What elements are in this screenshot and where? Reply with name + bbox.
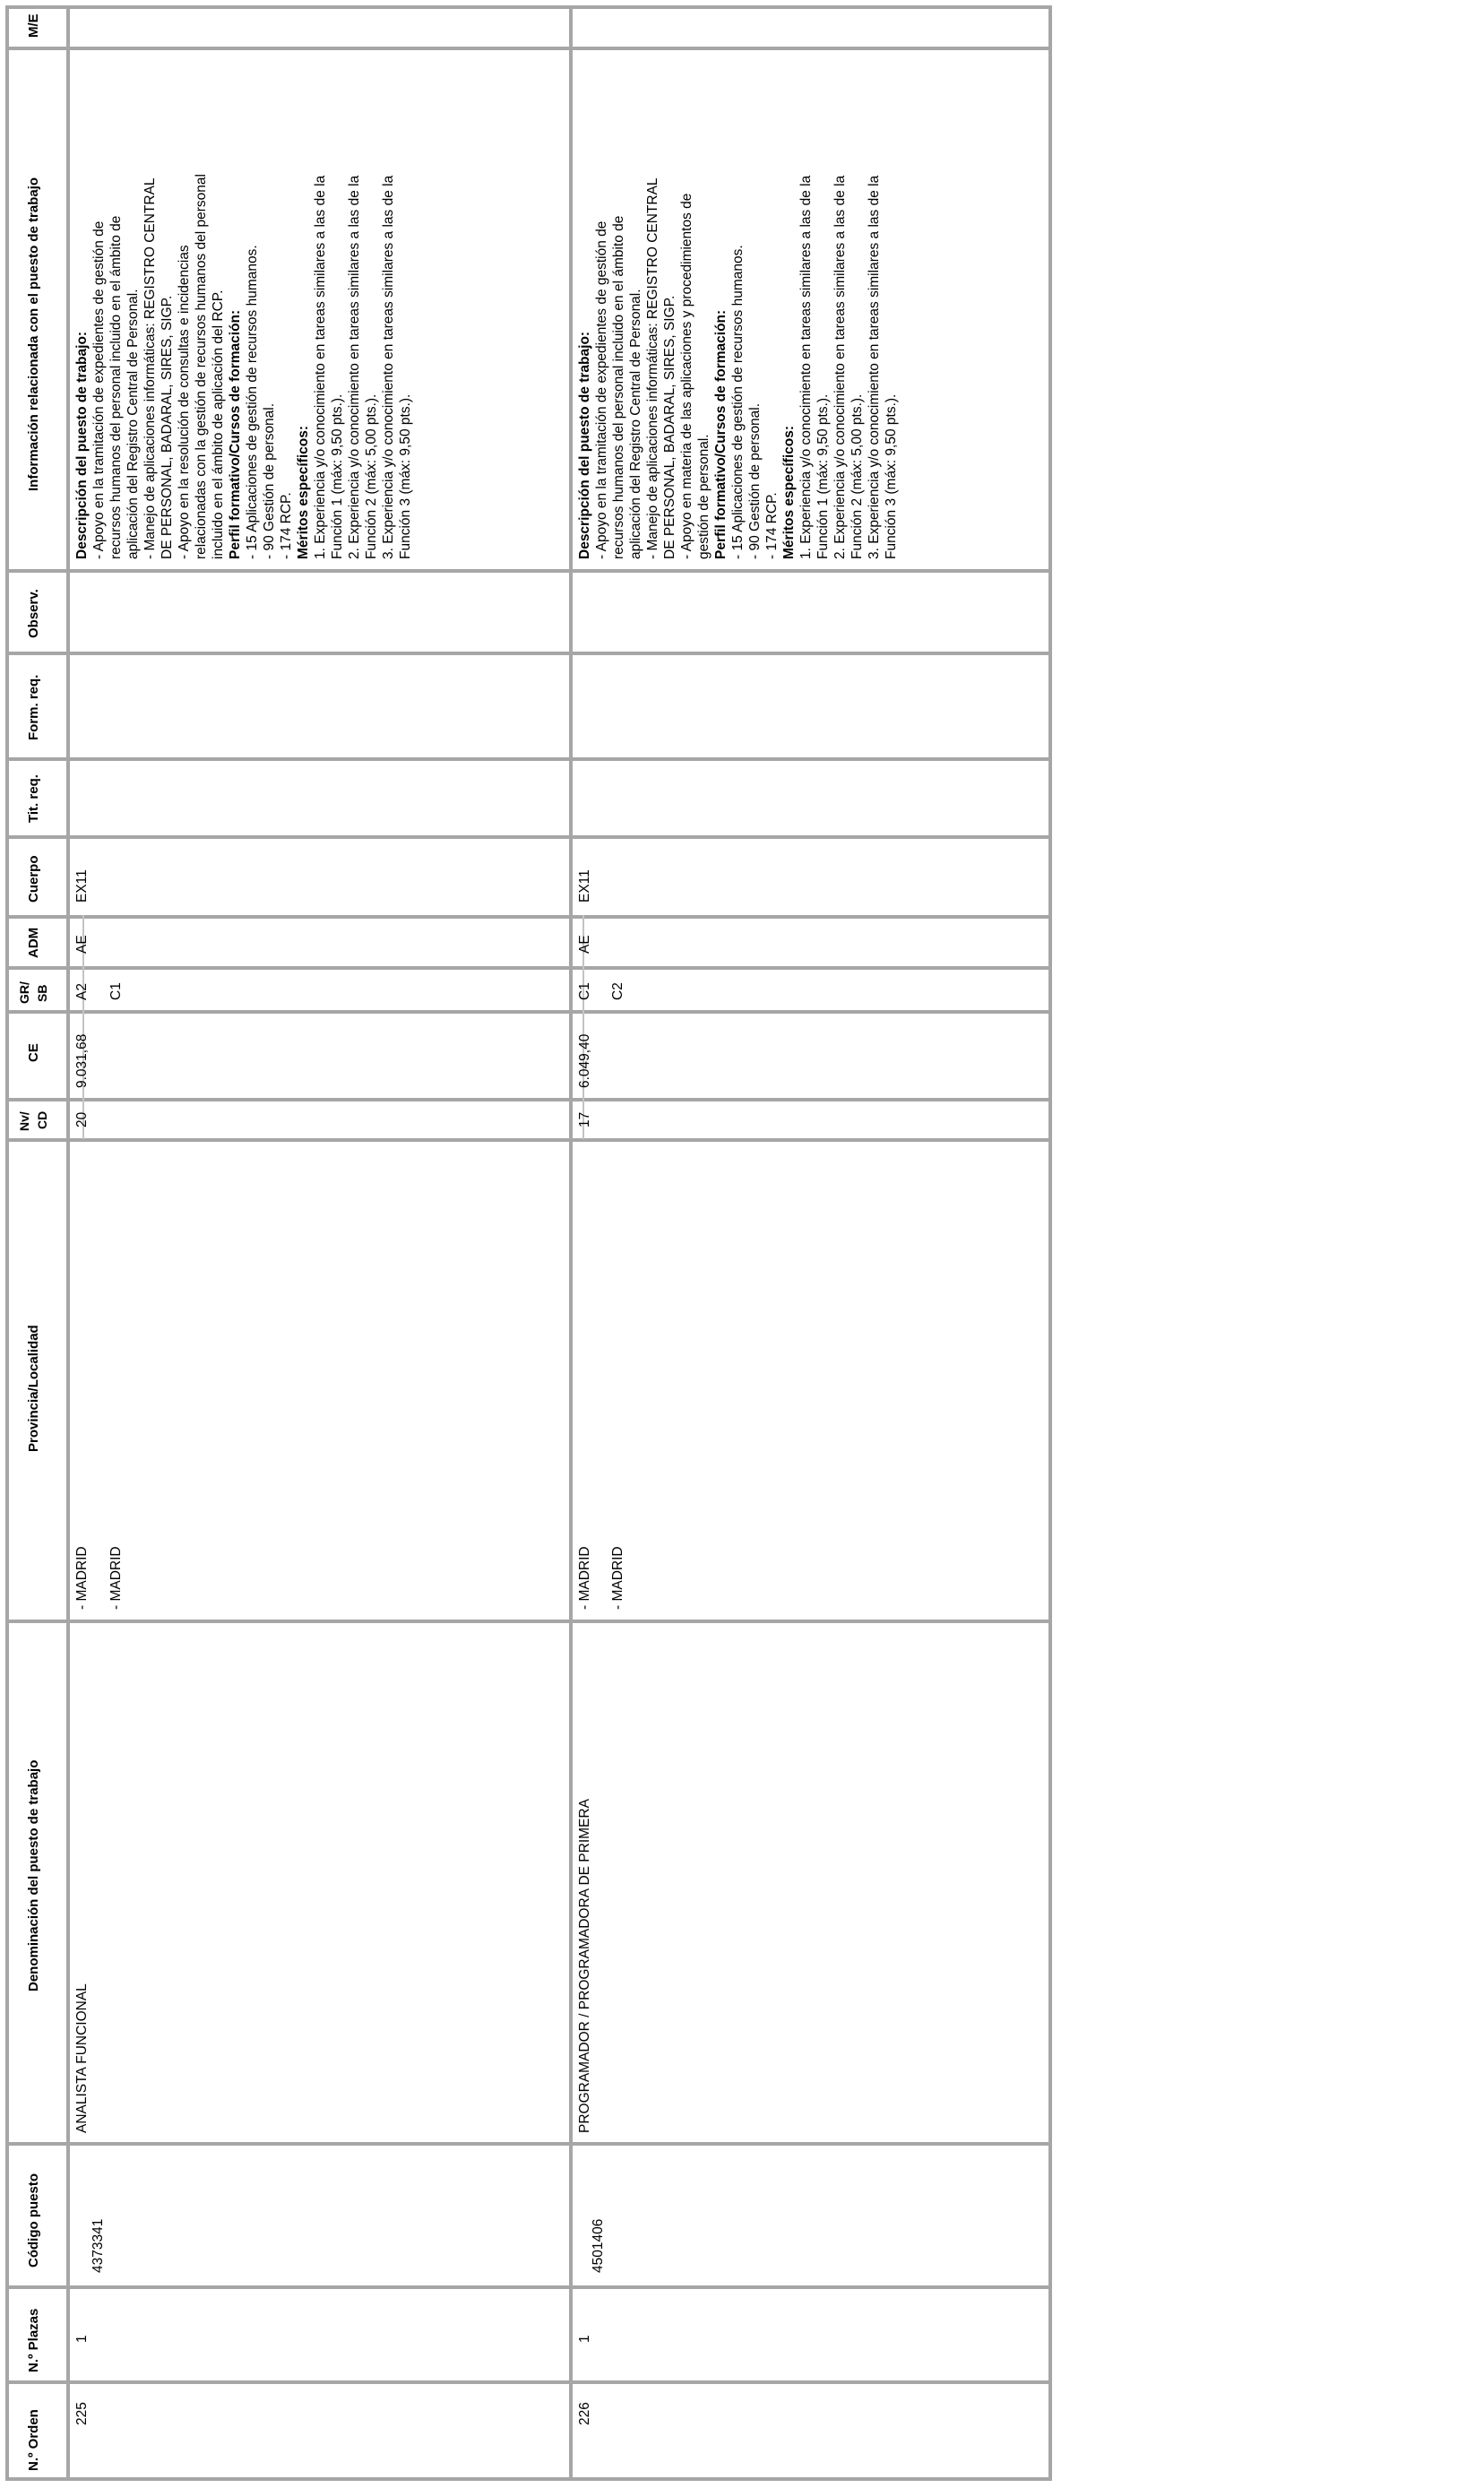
info-line: gestión de personal. xyxy=(696,434,712,559)
info-line: 3. Experiencia y/o conocimiento en tareas similares a las de la xyxy=(867,175,882,559)
info-line: - 90 Gestión de personal. xyxy=(262,402,277,559)
info-line: - 174 RCP. xyxy=(279,492,294,559)
cell-grupo-2: C1 xyxy=(108,982,124,1000)
info-block xyxy=(576,176,900,559)
cell-cuerpo: EX11 xyxy=(577,869,592,903)
info-meritos-title: Méritos específicos: xyxy=(296,425,311,559)
cell-provincia-2: - MADRID xyxy=(108,1546,124,1610)
info-line: 1. Experiencia y/o conocimiento en tareas similares a las de la xyxy=(798,175,814,559)
info-line: Función 1 (máx: 9,50 pts.). xyxy=(330,393,345,559)
header-denominacion: Denominación del puesto de trabajo xyxy=(26,1759,41,1991)
cell-plazas: 1 xyxy=(577,2335,592,2343)
info-line: Función 1 (máx: 9,50 pts.). xyxy=(815,393,831,559)
cell-cuerpo: EX11 xyxy=(74,869,90,903)
cell-ce: 6.049,40 xyxy=(577,1033,592,1088)
info-line: aplicación del Registro Central de Personal. xyxy=(125,289,141,559)
info-line: - 15 Aplicaciones de gestión de recursos humanos. xyxy=(730,245,746,559)
header-codigo: Código puesto xyxy=(26,2173,41,2268)
info-line: aplicación del Registro Central de Personal. xyxy=(628,289,643,559)
info-perfil-title: Perfil formativo/Cursos de formación: xyxy=(228,309,243,559)
info-desc-title: Descripción del puesto de trabajo: xyxy=(577,331,592,559)
info-line: recursos humanos del personal incluido en el ámbito de xyxy=(611,215,626,559)
info-line: recursos humanos del personal incluido en el ámbito de xyxy=(108,215,124,559)
info-line: DE PERSONAL, BADARAL, SIRES, SIGP. xyxy=(160,295,175,559)
cell-codigo: 4373341 xyxy=(91,2218,106,2273)
cell-provincia-1: - MADRID xyxy=(577,1546,592,1610)
header-observ: Observ. xyxy=(26,589,41,638)
info-desc-title: Descripción del puesto de trabajo: xyxy=(74,331,90,559)
info-line: 3. Experiencia y/o conocimiento en tareas similares a las de la xyxy=(381,175,396,559)
cell-nivel: 17 xyxy=(577,1111,592,1127)
info-line: Función 2 (máx: 5,00 pts.). xyxy=(364,393,379,559)
cell-grupo-1: C1 xyxy=(577,982,592,1000)
cell-provincia-1: - MADRID xyxy=(74,1546,90,1610)
info-perfil-title: Perfil formativo/Cursos de formación: xyxy=(713,309,729,559)
header-formacion: Form. req. xyxy=(26,674,41,740)
header-orden: N.º Orden xyxy=(26,2409,41,2471)
cell-grupo-2: C2 xyxy=(610,982,626,1000)
cell-provincia-2: - MADRID xyxy=(610,1546,626,1610)
header-ce: CE xyxy=(26,1043,41,1062)
cell-ce: 9.031,68 xyxy=(74,1033,90,1088)
cell-nivel: 20 xyxy=(74,1111,90,1127)
info-line: Función 3 (máx: 9,50 pts.). xyxy=(398,393,413,559)
info-line: DE PERSONAL, BADARAL, SIRES, SIGP. xyxy=(662,295,677,559)
info-line: 2. Experiencia y/o conocimiento en tareas similares a las de la xyxy=(833,175,848,559)
header-provincia: Provincia/Localidad xyxy=(26,1325,41,1452)
info-line: - Apoyo en materia de las aplicaciones y procedimientos de xyxy=(679,193,695,559)
info-meritos-title: Méritos específicos: xyxy=(781,425,797,559)
info-line: - Apoyo en la resolución de consultas e incidencias xyxy=(177,245,192,559)
info-line: Función 3 (máx: 9,50 pts.). xyxy=(884,393,899,559)
header-cuerpo: Cuerpo xyxy=(26,855,41,903)
header-adm: ADM xyxy=(26,927,41,958)
cell-adm: AE xyxy=(577,935,592,954)
cell-plazas: 1 xyxy=(74,2335,90,2343)
header-plazas: N.º Plazas xyxy=(26,2308,41,2372)
header-titulacion: Tit. req. xyxy=(26,774,41,823)
cell-denominacion: PROGRAMADOR / PROGRAMADORA DE PRIMERA xyxy=(577,1799,592,2133)
cell-codigo: 4501406 xyxy=(591,2218,606,2273)
info-line: - Manejo de aplicaciones informáticas: REGISTRO CENTRAL xyxy=(645,177,660,559)
info-line: - 174 RCP. xyxy=(764,492,780,559)
info-line: - 90 Gestión de personal. xyxy=(747,402,763,559)
info-line: incluido en el ámbito de aplicación del RCP. xyxy=(211,289,226,559)
header-me: M/E xyxy=(26,13,41,38)
info-line: 1. Experiencia y/o conocimiento en tareas similares a las de la xyxy=(313,175,328,559)
info-line: relacionadas con la gestión de recursos humanos del personal xyxy=(194,174,209,559)
cell-grupo-1: A2 xyxy=(74,983,90,1000)
cell-orden: 226 xyxy=(577,2402,592,2425)
cell-adm: AE xyxy=(74,935,90,954)
info-line: Función 2 (máx: 5,00 pts.). xyxy=(850,393,865,559)
header-info: Información relacionada con el puesto de trabajo xyxy=(26,177,41,491)
info-block xyxy=(73,174,414,559)
document-page: N.º Orden N.º Plazas Código puesto Denominación del puesto de trabajo Provincia/Localidad Nv/ CD CE GR/ SB ADM Cuerpo Tit. req. Form. req. Observ. Información relacionada con el puesto de trabajo M/E 225 1 4373341 ANALISTA FUNCIONAL - MADRID - MADRID 20 9.031,68 A2 C1 AE EX11 Descripción del puesto de trabajo: - Apoyo en la tramitación de expedientes de gestión de recursos humanos del personal incluido en el ámbito de aplicación del Registro Central de Personal. - Manejo de aplicaciones informáticas: REGISTRO CENTRAL DE PERSONAL, BADARAL, SIRES, SIGP. - Apoyo en la resolución de consultas e incidencias relacionadas con la gestión de recursos humanos del personal incluido en el ámbito de aplicación del RCP. Perfil formativo/Cursos de formación: - 15 Aplicaciones de gestión de recursos humanos. - 90 Gestión de personal. - 174 RCP. Méritos específicos: 1. Experiencia y/o conocimiento en tareas similares a las de la Función 1 (máx: 9,50 pts.). 2. Experiencia y/o conocimiento en tareas similares a las de la Función 2 (máx: 5,00 pts.). 3. Experiencia y/o conocimiento en tareas similares a las de la Función 3 (máx: 9,50 pts.). 226 1 4501406 PROGRAMADOR / PROGRAMADORA DE PRIMERA - MADRID - MADRID 17 6.049,40 C1 C2 AE EX11 Descripción del puesto de trabajo: - Apoyo en la tramitación de expedientes de gestión de recursos humanos del personal incluido en el ámbito de aplicación del Registro Central de Personal. - Manejo de aplicaciones informáticas: REGISTRO CENTRAL DE PERSONAL, BADARAL, SIRES, SIGP. - Apoyo en materia de las aplicaciones y procedimientos de gestión de personal. Perfil formativo/Cursos de formación: - 15 Aplicaciones de gestión de recursos humanos. - 90 Gestión de personal. - 174 RCP. Méritos específicos: 1. Experiencia y/o conocimiento en tareas similares a las de la Función 1 (máx: 9,50 pts.). 2. Experiencia y/o conocimiento en tareas similares a las de la Función 2 (máx: 5,00 pts.). 3. Experiencia y/o conocimiento en tareas similares a las de la Función 3 (máx: 9,50 pts.). xyxy=(0,0,1484,2488)
info-line: 2. Experiencia y/o conocimiento en tareas similares a las de la xyxy=(347,175,362,559)
cell-orden: 225 xyxy=(74,2402,90,2425)
info-line: - Apoyo en la tramitación de expedientes de gestión de xyxy=(594,220,609,559)
info-line: - Manejo de aplicaciones informáticas: REGISTRO CENTRAL xyxy=(142,177,158,559)
info-line: - Apoyo en la tramitación de expedientes de gestión de xyxy=(91,220,107,559)
cell-denominacion: ANALISTA FUNCIONAL xyxy=(74,1983,90,2133)
info-line: - 15 Aplicaciones de gestión de recursos humanos. xyxy=(245,245,260,559)
